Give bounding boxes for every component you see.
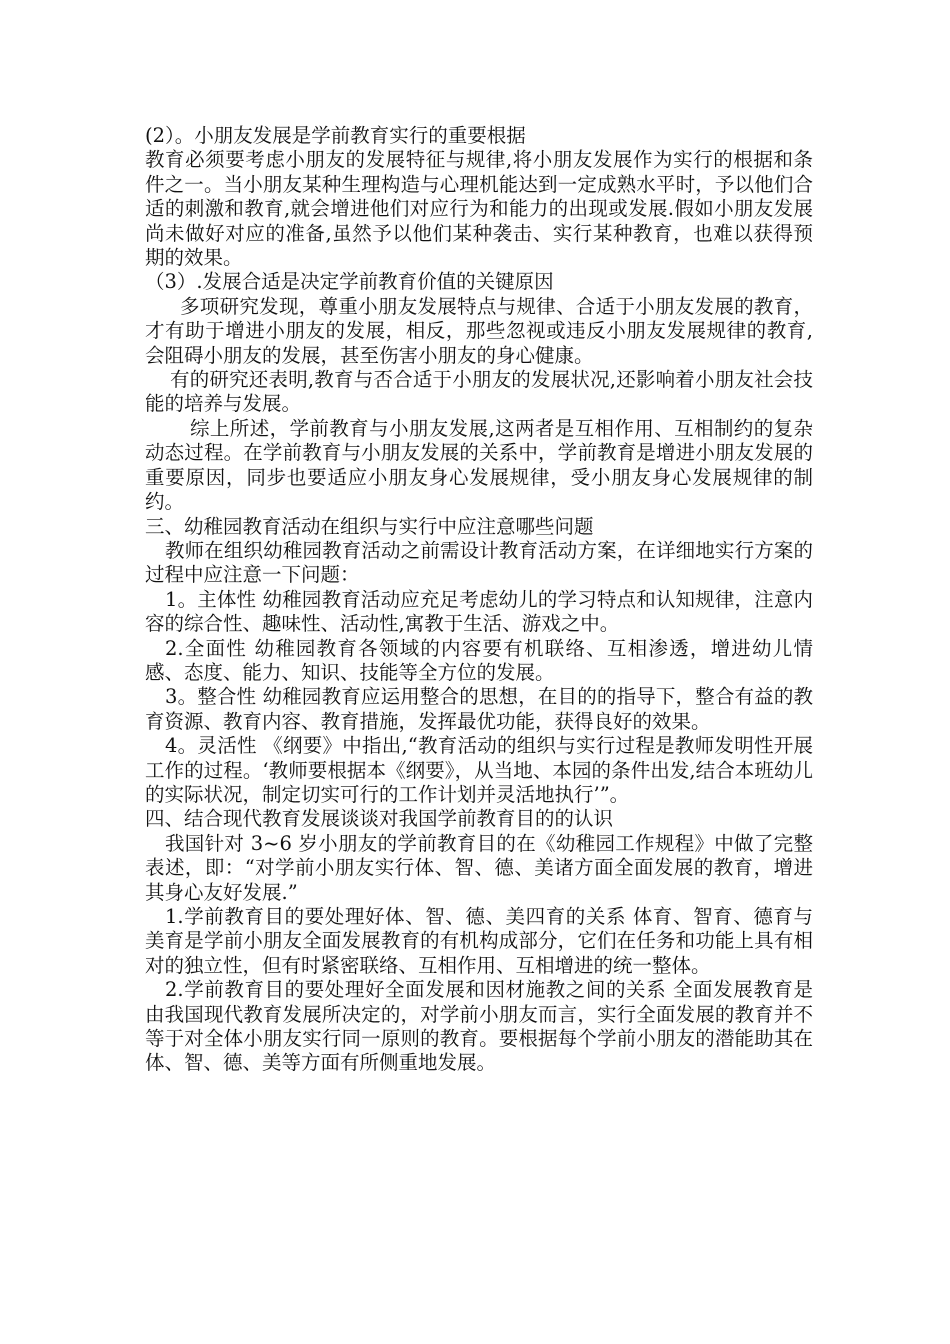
section-heading-3: 三、幼稚园教育活动在组织与实行中应注意哪些问题 <box>145 514 594 538</box>
subheading-2: (2）。小朋友发展是学前教育实行的重要根据 <box>145 124 526 147</box>
paragraph: 我国针对 3~6 岁小朋友的学前教育目的在《幼稚园工作规程》中做了完整表述，即：“对学前小朋友实行体、智、德、美诸方面全面发展的教育，增进其身心友好发展.” <box>145 831 813 904</box>
paragraph: 教育必须要考虑小朋友的发展特征与规律,将小朋友发展作为实行的根据和条件之一。当小朋友某种生理构造与心理机能达到一定成熟水平时，予以他们合适的刺激和教育,就会增进他们对应行为和能力的出现或发展.假如小朋友发展尚未做好对应的准备,虽然予以他们某种袭击、实行某种教育，也难以获得预期的效果。 <box>145 148 813 270</box>
subheading-3: （3）.发展合适是决定学前教育价值的关键原因 <box>145 270 554 294</box>
paragraph: 综上所述，学前教育与小朋友发展,这两者是互相作用、互相制约的复杂动态过程。在学前教育与小朋友发展的关系中，学前教育是增进小朋友发展的重要原因，同步也要适应小朋友身心发展规律，受小朋友身心发展规律的制约。 <box>145 416 813 514</box>
list-item-4: 4。灵活性 《纲要》中指出,“教育活动的组织与实行过程是教师发明性开展工作的过程。‘教师要根据本《纲要》，从当地、本园的条件出发,结合本班幼儿的实际状况，制定切实可行的工作计划并灵活地执行’”。 <box>145 734 813 806</box>
list-item-1: 1。主体性 幼稚园教育活动应充足考虑幼儿的学习特点和认知规律，注意内容的综合性、趣味性、活动性,寓教于生活、游戏之中。 <box>145 587 813 636</box>
paragraph: 多项研究发现，尊重小朋友发展特点与规律、合适于小朋友发展的教育，才有助于增进小朋友的发展，相反，那些忽视或违反小朋友发展规律的教育,会阻碍小朋友的发展，甚至伤害小朋友的身心健康。 <box>145 294 813 367</box>
section-heading-4: 四、结合现代教育发展谈谈对我国学前教育目的的认识 <box>145 807 614 831</box>
paragraph: 有的研究还表明,教育与否合适于小朋友的发展状况,还影响着小朋友社会技能的培养与发展。 <box>145 368 813 416</box>
list-item-3: 3。整合性 幼稚园教育应运用整合的思想，在目的的指导下，整合有益的教育资源、教育内容、教育措施，发挥最优功能，获得良好的效果。 <box>145 685 813 733</box>
list-item-2: 2.学前教育目的要处理好全面发展和因材施教之间的关系 全面发展教育是由我国现代教育发展所决定的，对学前小朋友而言，实行全面发展的教育并不等于对全体小朋友实行同一原则的教育。要根据每个学前小朋友的潜能助其在体、智、德、美等方面有所侧重地发展。 <box>145 978 813 1075</box>
list-item-1: 1.学前教育目的要处理好体、智、德、美四育的关系 体育、智育、德育与美育是学前小朋友全面发展教育的有机构成部分，它们在任务和功能上具有相对的独立性，但有时紧密联络、互相作用、互相增进的统一整体。 <box>145 905 813 977</box>
document-body <box>145 124 813 1076</box>
list-item-2: 2.全面性 幼稚园教育各领域的内容要有机联络、互相渗透，增进幼儿情感、态度、能力、知识、技能等全方位的发展。 <box>145 636 813 684</box>
paragraph: 教师在组织幼稚园教育活动之前需设计教育活动方案，在详细地实行方案的过程中应注意一下问题： <box>145 538 813 587</box>
